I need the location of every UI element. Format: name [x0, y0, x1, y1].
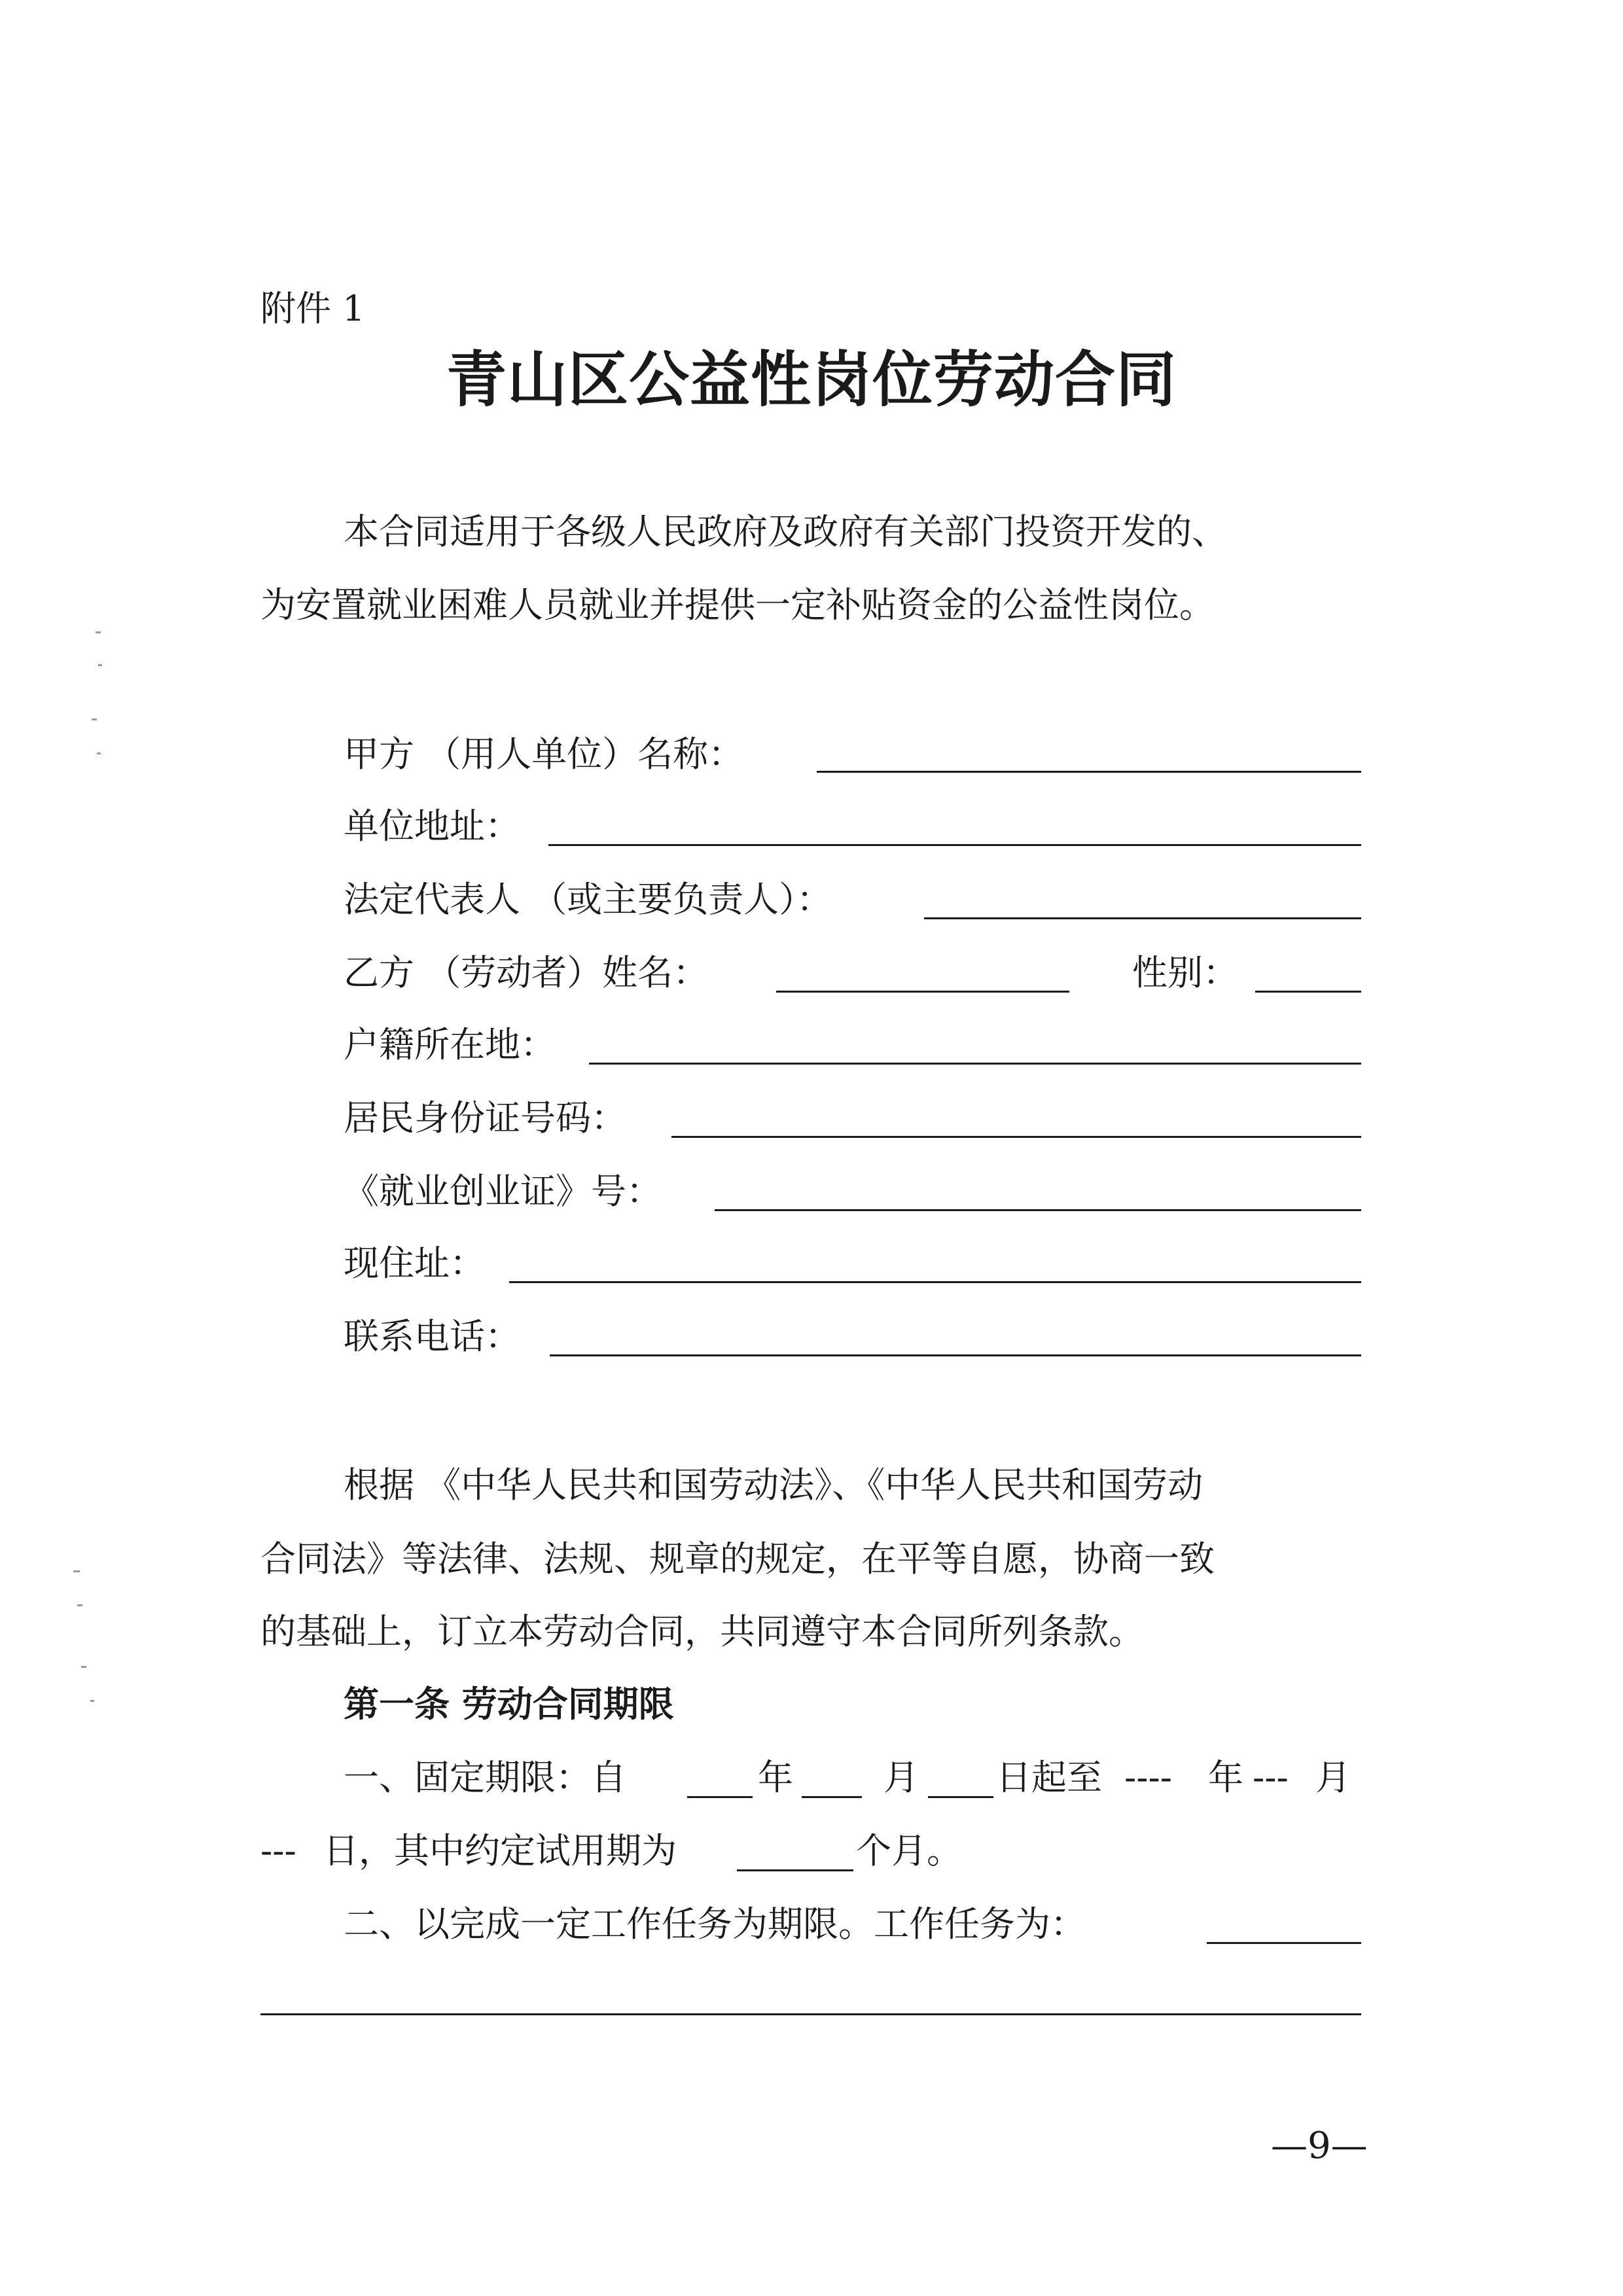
party-a-name-label: 甲方 （用人单位）名称：: [344, 733, 744, 775]
intro-line-1: 本合同适用于各级人民政府及政府有关部门投资开发的、: [344, 511, 1227, 552]
document-title: 青山区公益性岗位劳动合同: [446, 345, 1177, 415]
task-term-blank[interactable]: [1207, 1942, 1361, 1944]
scan-mark: [92, 718, 97, 720]
basis-line-3: 的基础上，订立本劳动合同，共同遵守本合同所列条款。: [260, 1611, 1144, 1652]
start-year-unit: 年: [758, 1757, 793, 1798]
scan-mark: [97, 752, 101, 754]
end-year-unit: 年: [1208, 1757, 1243, 1798]
fixed-term-prefix: 一、固定期限：自: [344, 1757, 626, 1798]
start-year-blank[interactable]: [687, 1796, 753, 1798]
article-1-heading: 第一条 劳动合同期限: [344, 1684, 674, 1725]
basis-line-2: 合同法》等法律、法规、规章的规定，在平等自愿，协商一致: [260, 1538, 1215, 1580]
gender-blank[interactable]: [1255, 991, 1361, 993]
probation-unit: 个月。: [856, 1830, 962, 1871]
scan-mark: [98, 664, 102, 666]
party-b-name-label: 乙方 （劳动者）姓名：: [344, 952, 709, 993]
household-blank[interactable]: [589, 1063, 1361, 1065]
address-label: 单位地址：: [344, 805, 520, 847]
end-year-blank[interactable]: ----: [1124, 1757, 1172, 1798]
scan-mark: [81, 1666, 86, 1668]
end-day-blank[interactable]: ---: [260, 1830, 296, 1871]
task-term-label: 二、以完成一定工作任务为期限。工作任务为：: [344, 1903, 1086, 1945]
id-number-blank[interactable]: [671, 1136, 1361, 1138]
page-number: —9—: [1271, 2125, 1368, 2167]
scan-mark: [73, 1570, 80, 1572]
legal-rep-blank[interactable]: [924, 917, 1361, 919]
probation-label: 日，其中约定试用期为: [323, 1830, 677, 1871]
scan-mark: [90, 1700, 94, 1702]
phone-label: 联系电话：: [344, 1316, 520, 1357]
scan-mark: [96, 631, 101, 633]
gender-label: 性别：: [1132, 952, 1238, 993]
start-month-blank[interactable]: [802, 1796, 862, 1798]
start-month-unit: 月: [883, 1757, 919, 1798]
attachment-label: 附件 1: [260, 288, 365, 329]
phone-blank[interactable]: [550, 1354, 1361, 1356]
party-b-name-blank[interactable]: [776, 991, 1069, 993]
task-term-blank-continued[interactable]: [260, 2013, 1361, 2015]
party-a-name-blank[interactable]: [817, 771, 1361, 773]
end-month-unit: 月: [1315, 1757, 1351, 1798]
probation-blank[interactable]: [737, 1869, 853, 1871]
address-blank[interactable]: [548, 844, 1361, 846]
intro-line-2: 为安置就业困难人员就业并提供一定补贴资金的公益性岗位。: [260, 584, 1215, 626]
basis-line-1: 根据 《中华人民共和国劳动法》、《中华人民共和国劳动: [344, 1464, 1204, 1506]
current-address-label: 现住址：: [344, 1243, 485, 1284]
end-month-blank[interactable]: ---: [1253, 1757, 1289, 1798]
legal-rep-label: 法定代表人 （或主要负责人）：: [344, 879, 832, 920]
start-day-blank[interactable]: [928, 1796, 993, 1798]
start-day-unit: 日起至: [996, 1757, 1102, 1798]
household-label: 户籍所在地：: [344, 1024, 556, 1065]
current-address-blank[interactable]: [509, 1281, 1361, 1283]
scan-mark: [77, 1604, 82, 1606]
employment-cert-label: 《就业创业证》号：: [344, 1171, 662, 1212]
id-number-label: 居民身份证号码：: [344, 1097, 626, 1139]
employment-cert-blank[interactable]: [715, 1209, 1361, 1211]
